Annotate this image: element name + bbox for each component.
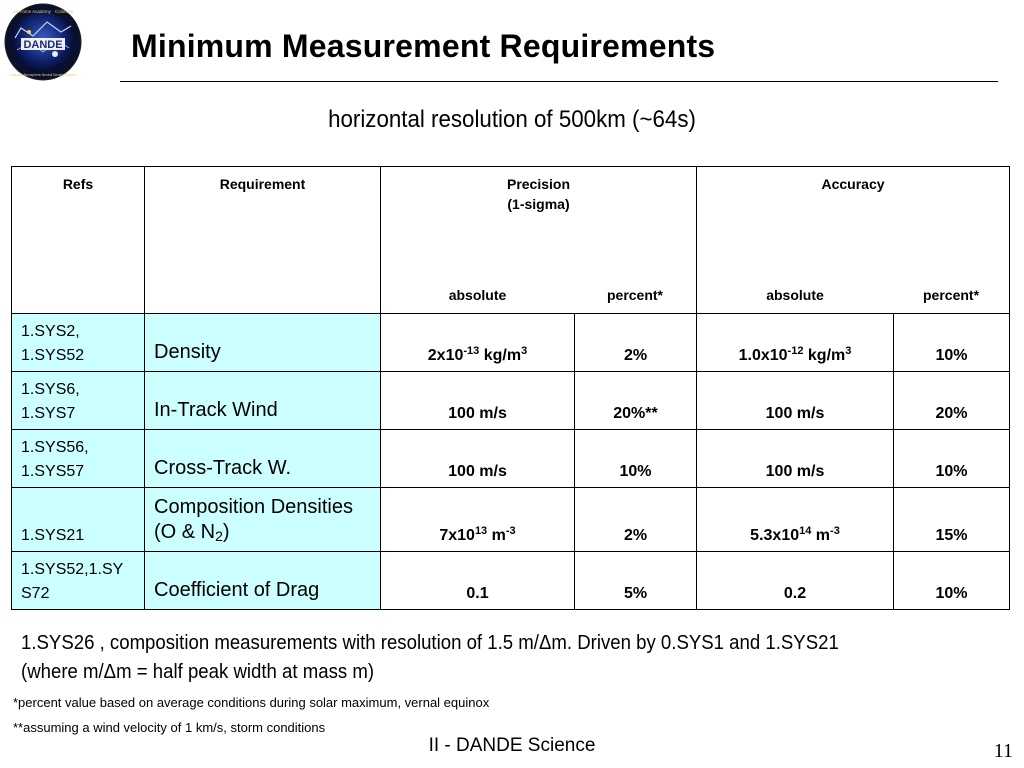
requirement-cell: Cross-Track W. xyxy=(145,430,381,488)
table-row xyxy=(12,372,1010,430)
footnote-wind: **assuming a wind velocity of 1 km/s, storm conditions xyxy=(13,720,326,735)
requirements-table xyxy=(11,166,1010,610)
ref-cell: 1.SYS52,1.SY S72 xyxy=(12,552,145,610)
accuracy-percent-cell: 20% xyxy=(894,372,1010,430)
page-number: 11 xyxy=(993,740,1013,762)
precision-absolute-cell: $7x10^{13}$ $m^{-3}$ xyxy=(381,488,575,552)
requirement-cell: In-Track Wind xyxy=(145,372,381,430)
composition-note: 1.SYS26 , composition measurements with resolution of 1.5 m/Δm. Driven by 0.SYS1 and 1.SYS21 (where m/Δm = half peak width at mass m) xyxy=(21,632,839,683)
accuracy-absolute-label: absolute xyxy=(766,287,824,303)
table-row xyxy=(12,314,1010,372)
accuracy-absolute-cell: 100 m/s xyxy=(697,372,894,430)
accuracy-percent-cell: 10% xyxy=(894,314,1010,372)
requirement-cell: Coefficient of Drag xyxy=(145,552,381,610)
precision-absolute-cell: $2x10^{-13}$ $kg/m^3$ xyxy=(381,314,575,372)
svg-text:DANDE: DANDE xyxy=(23,39,63,51)
ref-cell: 1.SYS6, 1.SYS7 xyxy=(12,372,145,430)
accuracy-percent-label: percent* xyxy=(923,287,980,303)
accuracy-percent-cell: 10% xyxy=(894,552,1010,610)
table-header-row xyxy=(12,167,1010,314)
precision-absolute-cell: 0.1 xyxy=(381,552,575,610)
requirement-cell: Density xyxy=(145,314,381,372)
precision-absolute-cell: 100 m/s xyxy=(381,430,575,488)
accuracy-percent-cell: 10% xyxy=(894,430,1010,488)
header-accuracy: Accuracy absolute percent* xyxy=(697,167,1010,314)
precision-percent-cell: 2% xyxy=(575,488,697,552)
precision-percent-cell: 5% xyxy=(575,552,697,610)
svg-text:Drag and Atmospheric Neutral D: Drag and Atmospheric Neutral Density Explorer xyxy=(9,73,77,77)
requirement-cell: Composition Densities (O & $N_2$) xyxy=(145,488,381,552)
ref-cell: 1.SYS56, 1.SYS57 xyxy=(12,430,145,488)
accuracy-absolute-cell: 0.2 xyxy=(697,552,894,610)
precision-percent-cell: 10% xyxy=(575,430,697,488)
accuracy-absolute-cell: 100 m/s xyxy=(697,430,894,488)
accuracy-percent-cell: 15% xyxy=(894,488,1010,552)
precision-percent-cell: 20%** xyxy=(575,372,697,430)
ref-cell: 1.SYS2, 1.SYS52 xyxy=(12,314,145,372)
table-row xyxy=(12,552,1010,610)
ref-cell: 1.SYS21 xyxy=(12,488,145,552)
header-precision: Precision (1-sigma) absolute percent* xyxy=(381,167,697,314)
table-row xyxy=(12,488,1010,552)
slide-title: Minimum Measurement Requirements xyxy=(131,28,716,64)
accuracy-absolute-cell: $5.3x10^{14}$ $m^{-3}$ xyxy=(697,488,894,552)
accuracy-absolute-cell: $1.0x10^{-12}$ $kg/m^3$ xyxy=(697,314,894,372)
footnote-percent: *percent value based on average conditions during solar maximum, vernal equinox xyxy=(13,695,490,710)
slide-footer: II - DANDE Science xyxy=(428,735,596,756)
dande-logo-icon xyxy=(3,2,83,82)
table-row xyxy=(12,430,1010,488)
svg-text:Air Force Academy · Colorado: Air Force Academy · Colorado xyxy=(12,9,74,14)
precision-percent-cell: 2% xyxy=(575,314,697,372)
slide-subtitle: horizontal resolution of 500km (~64s) xyxy=(328,106,696,133)
header-requirement: Requirement xyxy=(145,167,381,314)
precision-absolute-label: absolute xyxy=(448,287,507,303)
header-refs: Refs xyxy=(12,167,145,314)
precision-percent-label: percent* xyxy=(606,287,664,303)
title-divider xyxy=(120,81,998,82)
precision-absolute-cell: 100 m/s xyxy=(381,372,575,430)
